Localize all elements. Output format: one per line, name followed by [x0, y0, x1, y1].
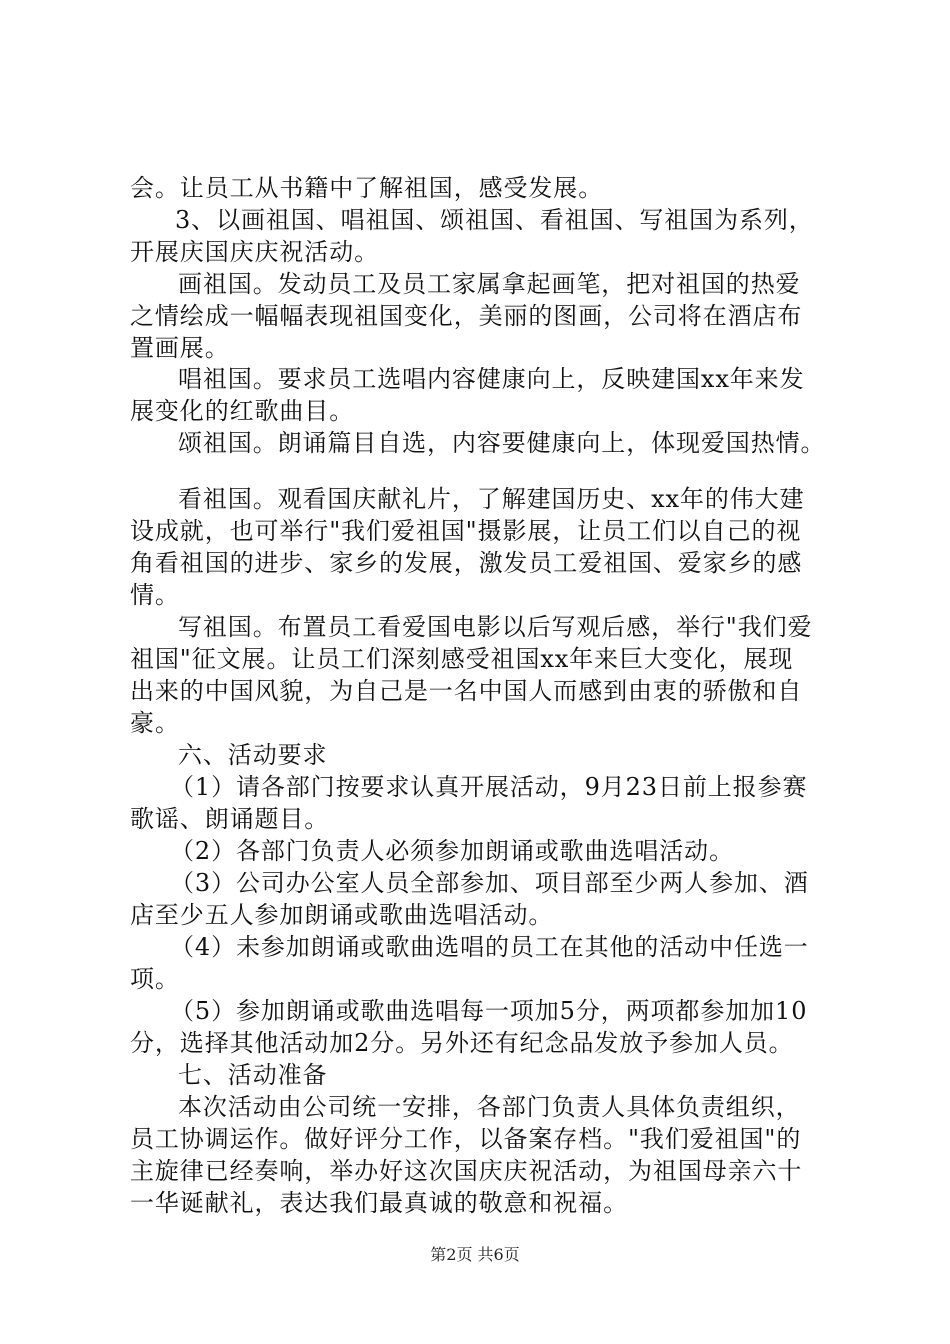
text-line-30: 员工协调运作。做好评分工作，以备案存档。"我们爱祖国"的: [130, 1125, 802, 1153]
text-line-2: 3、以画祖国、唱祖国、颂祖国、看祖国、写祖国为系列，: [175, 206, 814, 234]
text-line-31: 主旋律已经奏响，举办好这次国庆庆祝活动，为祖国母亲六十: [130, 1157, 803, 1185]
section-heading-requirements: 六、活动要求: [178, 741, 328, 769]
page-number-footer: 第2页 共6页: [430, 1245, 520, 1264]
text-line-9: 颂祖国。朗诵篇目自选，内容要健康向上，体现爱国热情。: [178, 429, 826, 457]
text-line-26: （5）参加朗诵或歌曲选唱每一项加5分，两项都参加加10: [170, 997, 808, 1025]
text-line-16: 出来的中国风貌，为自己是一名中国人而感到由衷的骄傲和自: [130, 677, 803, 705]
text-line-21: （2）各部门负责人必须参加朗诵或歌曲选唱活动。: [170, 837, 734, 865]
text-line-29: 本次活动由公司统一安排，各部门负责人具体负责组织，: [178, 1093, 801, 1121]
text-line-6: 置画展。: [130, 334, 230, 362]
text-line-7: 唱祖国。要求员工选唱内容健康向上，反映建国xx年来发: [178, 365, 805, 393]
text-line-13: 情。: [130, 581, 180, 609]
text-line-4: 画祖国。发动员工及员工家属拿起画笔，把对祖国的热爱: [178, 270, 801, 298]
text-line-15: 祖国"征文展。让员工们深刻感受祖国xx年来巨大变化，展现: [130, 645, 794, 673]
text-line-11: 设成就，也可举行"我们爱祖国"摄影展，让员工们以自己的视: [130, 517, 802, 545]
text-line-17: 豪。: [130, 709, 180, 737]
text-line-27: 分，选择其他活动加2分。另外还有纪念品发放予参加人员。: [130, 1029, 794, 1057]
text-line-24: （4）未参加朗诵或歌曲选唱的员工在其他的活动中任选一: [170, 933, 809, 961]
text-line-8: 展变化的红歌曲目。: [130, 397, 355, 425]
text-line-12: 角看祖国的进步、家乡的发展，激发员工爱祖国、爱家乡的感: [130, 549, 803, 577]
text-line-23: 店至少五人参加朗诵或歌曲选唱活动。: [130, 901, 554, 929]
text-line-19: （1）请各部门按要求认真开展活动，9月23日前上报参赛: [170, 773, 808, 801]
text-line-14: 写祖国。布置员工看爱国电影以后写观后感，举行"我们爱: [178, 613, 813, 641]
text-line-25: 项。: [130, 965, 180, 993]
text-line-3: 开展庆国庆庆祝活动。: [130, 238, 379, 266]
text-line-1: 会。让员工从书籍中了解祖国，感受发展。: [130, 174, 604, 202]
text-line-32: 一华诞献礼，表达我们最真诚的敬意和祝福。: [130, 1189, 628, 1217]
text-line-22: （3）公司办公室人员全部参加、项目部至少两人参加、酒: [170, 869, 809, 897]
text-line-20: 歌谣、朗诵题目。: [130, 805, 330, 833]
section-heading-preparation: 七、活动准备: [178, 1061, 328, 1089]
text-line-5: 之情绘成一幅幅表现祖国变化，美丽的图画，公司将在酒店布: [130, 302, 803, 330]
text-line-10: 看祖国。观看国庆献礼片，了解建国历史、xx年的伟大建: [178, 485, 805, 513]
